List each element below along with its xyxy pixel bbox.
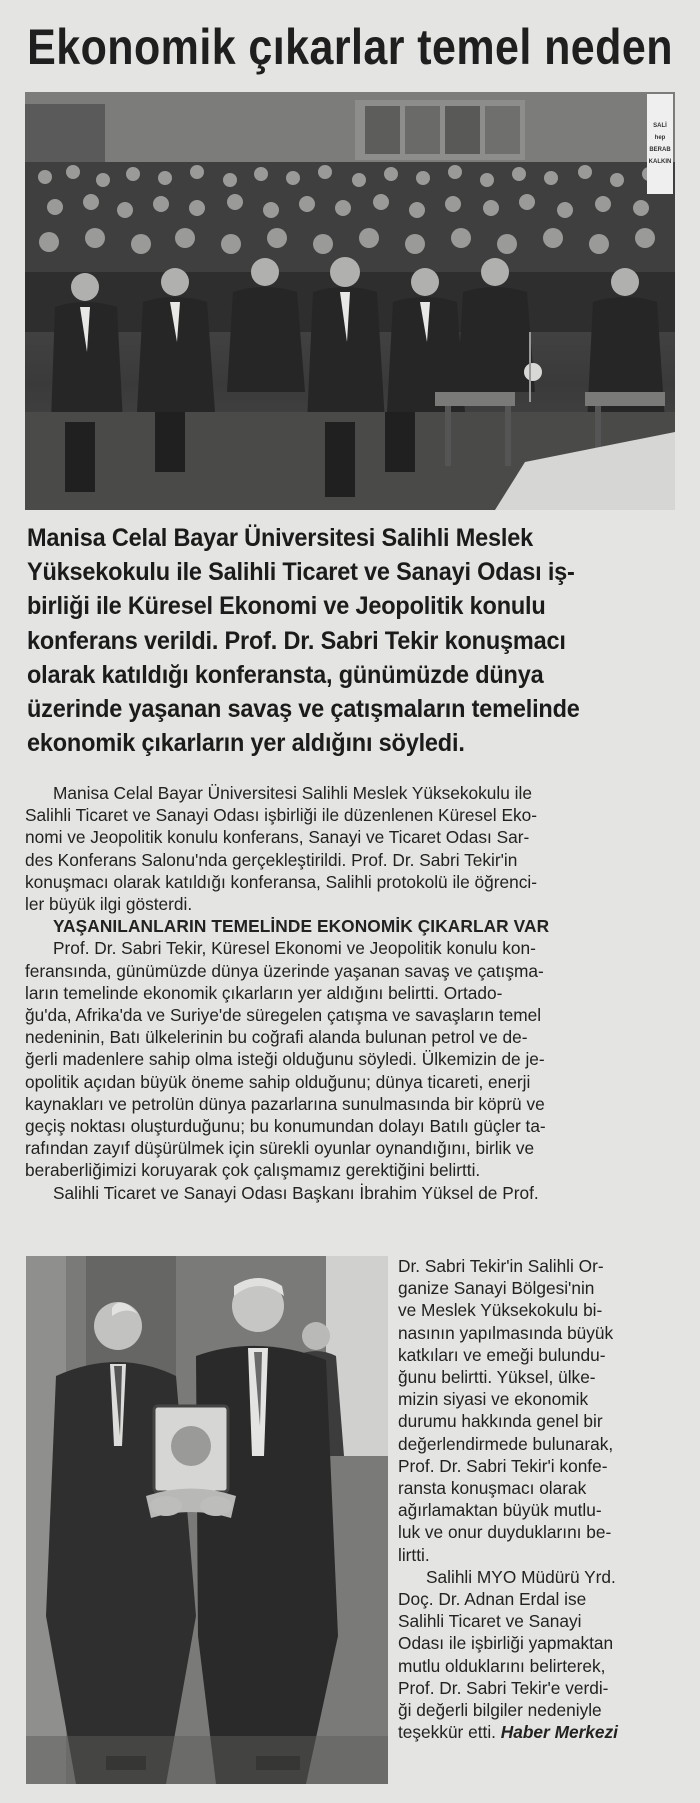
banner-text-1: SALİ — [653, 123, 667, 129]
body-line: nasının yapılmasında büyük — [398, 1322, 614, 1343]
body-line: opolitik açıdan büyük öneme sahip olduğunu; dünya ticareti, enerji — [25, 1071, 531, 1092]
body-line: feransında, günümüzde dünya üzerinde yaşanan savaş ve çatışma- — [25, 960, 544, 981]
body-line: lirtti. — [398, 1544, 430, 1565]
body-line: rafından zayıf düşürülmek için sürekli oyunlar oynandığını, birlik ve — [25, 1138, 535, 1159]
body-line: beraberliğimizi koruyarak çok çalışmamız gerektiğini belirtti. — [25, 1160, 481, 1181]
body-line: Salihli Ticaret ve Sanayi — [398, 1611, 582, 1632]
headline: Ekonomik çıkarlar temel neden — [27, 19, 673, 75]
plaque-presentation-photo — [26, 1256, 388, 1784]
body-line: Salihli Ticaret ve Sanayi Odası Başkanı İbrahim Yüksel de Prof. — [53, 1182, 539, 1203]
body-line: Prof. Dr. Sabri Tekir'e verdi- — [398, 1677, 609, 1698]
body-line: durumu hakkında genel bir — [398, 1411, 603, 1432]
lead-paragraph — [27, 521, 667, 760]
banner-text-2: hep — [654, 135, 666, 141]
body-line: Dr. Sabri Tekir'in Salihli Or- — [398, 1256, 604, 1276]
lead-line: birliği ile Küresel Ekonomi ve Jeopolitik konulu — [27, 592, 546, 621]
banner-text-4: KALKIN — [648, 159, 672, 165]
lead-line: Manisa Celal Bayar Üniversitesi Salihli Meslek — [27, 524, 533, 552]
body-line: Doç. Dr. Adnan Erdal ise — [398, 1589, 587, 1610]
body-line: Manisa Celal Bayar Üniversitesi Salihli Meslek Yüksekokulu ile — [53, 783, 532, 803]
body-line: des Konferans Salonu'nda gerçekleştirildi. Prof. Dr. Sabri Tekir'in — [25, 849, 518, 870]
body-line: ların temelinde ekonomik çıkarların yer aldığını belirtti. Ortado- — [25, 982, 503, 1003]
body-line: ağırlamaktan büyük mutlu- — [398, 1500, 602, 1521]
body-line: mutlu olduklarını belirterek, — [398, 1655, 606, 1676]
body-line: geçiş noktası oluşturduğunu; bu konumundan dolayı Batılı güçler ta- — [25, 1116, 546, 1137]
body-line: ve Meslek Yüksekokulu bi- — [398, 1300, 603, 1321]
body-line: nedeninin, Batı ülkelerinin bu coğrafi alanda bulunan petrol ve de- — [25, 1027, 528, 1048]
body-line: katkıları ve emeği bulundu- — [398, 1344, 606, 1365]
body-line: konuşmacı olarak katıldığı konferansa, Salihli protokolü ile öğrenci- — [25, 871, 537, 892]
lead-line: Yüksekokulu ile Salihli Ticaret ve Sanayi Odası iş- — [27, 558, 575, 587]
body-line: ler büyük ilgi gösterdi. — [25, 894, 193, 915]
body-line: ğu'da, Afrika'da ve Suriye'de süregelen çatışma ve savaşların temel — [25, 1005, 542, 1026]
body-line: ğunu belirtti. Yüksel, ülke- — [398, 1367, 596, 1388]
body-line: ganize Sanayi Bölgesi'nin — [398, 1278, 595, 1299]
body-line: kaynakları ve petrolün dünya pazarlarına sunulmasında bir köprü ve — [25, 1093, 545, 1114]
closing-line — [398, 1721, 670, 1743]
article-body — [25, 782, 667, 1204]
body-line: ğerli madenlere sahip olma isteği olduğunu söyledi. Ülkemizin de je- — [25, 1049, 545, 1070]
body-line: nomi ve Jeopolitik konulu konferans, Sanayi ve Ticaret Odası Sar- — [25, 827, 530, 848]
body-line: Prof. Dr. Sabri Tekir'i konfe- — [398, 1455, 608, 1476]
plaque-illustration — [26, 1256, 388, 1784]
lead-line: ekonomik çıkarların yer aldığını söyledi. — [27, 729, 465, 758]
body-line: mizin siyasi ve ekonomik — [398, 1389, 589, 1410]
body-line: luk ve onur duyduklarını be- — [398, 1522, 612, 1543]
body-line: ği değerli bilgiler nedeniyle — [398, 1700, 602, 1721]
subheading: YAŞANILANLARIN TEMELİNDE EKONOMİK ÇIKARLAR VAR — [53, 916, 550, 937]
body-line: Prof. Dr. Sabri Tekir, Küresel Ekonomi ve Jeopolitik konulu kon- — [53, 938, 536, 959]
body-line: Salihli Ticaret ve Sanayi Odası işbirliği ile düzenlenen Küresel Eko- — [25, 805, 537, 826]
sidebar-column — [398, 1255, 670, 1743]
byline-signature: Haber Merkezi — [500, 1722, 618, 1743]
body-line: Odası ile işbirliği yapmaktan — [398, 1633, 614, 1654]
conference-audience-photo — [25, 92, 675, 510]
event-banner — [647, 94, 673, 194]
lead-line: üzerinde yaşanan savaş ve çatışmaların temelinde — [27, 695, 580, 724]
lead-line: konferans verildi. Prof. Dr. Sabri Tekir konuşmacı — [27, 626, 566, 655]
lead-line: olarak katıldığı konferansta, günümüzde dünya — [27, 660, 544, 689]
body-line: ransta konuşmacı olarak — [398, 1478, 587, 1499]
body-line: Salihli MYO Müdürü Yrd. — [426, 1566, 616, 1587]
audience-illustration — [25, 92, 675, 510]
closing-text: teşekkür etti. — [398, 1722, 496, 1743]
banner-text-3: BERAB — [649, 147, 671, 153]
body-line: değerlendirmede bulunarak, — [398, 1433, 614, 1454]
